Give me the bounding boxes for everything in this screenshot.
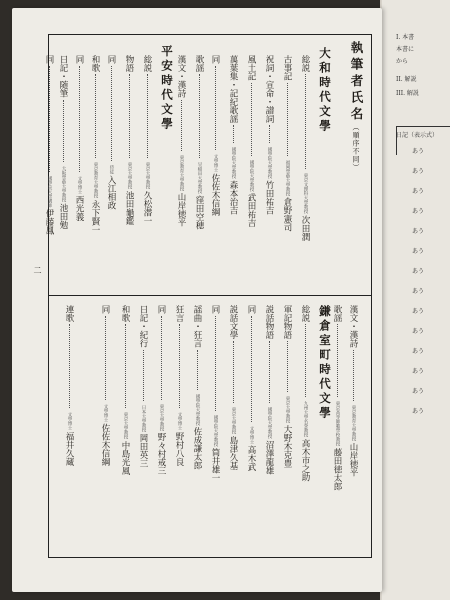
work-title: 古事記 — [282, 55, 292, 81]
author-name: 高木市之助 — [300, 439, 310, 482]
author-name: 池田勉 — [58, 203, 68, 229]
contributor-row — [278, 55, 297, 283]
contributor-row — [40, 55, 59, 283]
contributor-row — [134, 305, 153, 533]
contributor-row — [172, 55, 191, 283]
section-divider — [49, 295, 371, 296]
leader-dots — [49, 66, 50, 172]
leader-dots — [79, 66, 80, 172]
section-title-heian: 平安時代文學 — [160, 45, 174, 132]
leader-dots — [147, 74, 148, 158]
leader-dots — [269, 125, 270, 143]
leader-dots — [269, 341, 270, 403]
facing-index: あう — [412, 288, 425, 295]
affiliation-note: 國學院大學講師 — [47, 175, 52, 207]
work-title: 同 — [246, 305, 256, 314]
affiliation-note: 東京大學教授 — [159, 403, 164, 431]
work-title: 同 — [210, 55, 220, 64]
contributor-row — [296, 305, 315, 533]
affiliation-note: 文學博士 — [77, 175, 82, 194]
author-name: 山岸徳平 — [348, 442, 358, 477]
leader-dots — [287, 341, 288, 392]
work-title: 歌謡 — [194, 55, 204, 72]
leader-dots — [143, 350, 144, 401]
work-title: 和歌 — [90, 55, 100, 72]
author-name: 中島光風 — [120, 441, 130, 475]
affiliation-note: 文學博士 — [213, 153, 218, 172]
contributor-row — [188, 305, 207, 533]
affiliation-note: 國學院大學教授 — [267, 147, 272, 179]
work-title: 同 — [100, 305, 110, 314]
section-title-yamato: 大和時代文學 — [318, 47, 332, 134]
author-name: 藤田徳太郎 — [332, 448, 342, 491]
leader-dots — [111, 66, 112, 161]
contributor-row — [190, 55, 209, 283]
contributor-row — [116, 305, 135, 533]
author-name: 入江相政 — [106, 175, 116, 210]
contributor-row — [120, 55, 139, 283]
leader-dots — [287, 83, 288, 156]
leader-dots — [63, 100, 64, 162]
author-name: 野々村戒三 — [156, 432, 166, 475]
leader-dots — [199, 74, 200, 158]
author-name: 伊藤鳳 — [44, 209, 54, 235]
affiliation-note: 國學院大學教授 — [249, 159, 254, 191]
leader-dots — [233, 125, 234, 143]
author-name: 高木武 — [246, 445, 256, 471]
work-title: 和歌 — [120, 305, 130, 322]
author-name: 沼澤龍雄 — [264, 440, 274, 475]
contributor-row — [242, 55, 261, 283]
work-title: 漢文・漢詩 — [176, 55, 186, 98]
facing-line: III. 解説 — [396, 90, 419, 97]
section-title-kamakura: 鎌倉室町時代文學 — [318, 305, 332, 421]
facing-line: I. 本書 — [396, 34, 415, 41]
work-title: 歌謡 — [332, 305, 342, 322]
affiliation-note: 九州大學名誉教授 — [303, 401, 308, 437]
leader-dots — [95, 74, 96, 158]
affiliation-note: 國學院大學教授 — [231, 147, 236, 179]
leader-dots — [215, 316, 216, 411]
contributor-row — [260, 305, 279, 533]
affiliation-note: 東京教育大學教授 — [93, 162, 98, 198]
author-name: 佐成謙太郎 — [192, 427, 202, 470]
contributor-row — [170, 305, 189, 533]
facing-line: II. 解説 — [396, 76, 417, 83]
work-title: 総説 — [300, 305, 310, 322]
facing-index: あう — [412, 248, 425, 255]
author-name: 野村八良 — [174, 432, 184, 466]
author-name: 西光義 — [74, 195, 84, 221]
page-number: 二 — [33, 266, 42, 274]
author-name: 筒井雄一 — [210, 448, 220, 482]
contributor-row — [278, 305, 297, 533]
facing-line: 本書に — [396, 46, 415, 53]
affiliation-note: 東京大學教授 — [127, 162, 132, 189]
affiliation-note: 東京大學教授 — [123, 412, 128, 439]
facing-index: あう — [412, 168, 425, 175]
author-name: 森本治吉 — [228, 180, 238, 215]
facing-index: あう — [412, 188, 425, 195]
work-title: 軍記物語 — [282, 305, 292, 339]
contributor-row — [296, 55, 315, 283]
facing-index: あう — [412, 208, 425, 215]
affiliation-note: 東京大學教授 — [231, 407, 236, 434]
affiliation-note: 東京高等師範學校教授 — [335, 401, 340, 446]
author-name: 池田龜鑑 — [124, 191, 134, 225]
leader-dots — [251, 83, 252, 156]
facing-line: から — [396, 58, 409, 65]
facing-index: あう — [412, 228, 425, 235]
author-name: 佐佐木信綱 — [100, 423, 110, 466]
author-name: 大野木克豊 — [282, 425, 292, 468]
author-name: 久松潜一 — [142, 191, 152, 225]
affiliation-note: 東京大學教授 — [145, 162, 150, 189]
contributor-row — [260, 55, 279, 283]
affiliation-note: 國學院大學教授 — [267, 407, 272, 439]
affiliation-note: 文學博士 — [249, 425, 254, 444]
facing-index: あう — [412, 368, 425, 375]
affiliation-note: 東京文理科大學教授 — [303, 173, 308, 214]
affiliation-note: 文學博士 — [103, 403, 108, 422]
author-name: 窪田空穂 — [194, 195, 204, 230]
affiliation-note: 大阪學藝大學教授 — [61, 165, 66, 202]
contributor-row — [152, 305, 171, 533]
work-title: 日記・紀行 — [138, 305, 148, 348]
affiliation-note: 日本大學教授 — [141, 404, 146, 432]
contributor-row — [224, 305, 243, 533]
contributor-row — [242, 305, 261, 533]
contributor-row — [60, 305, 79, 533]
leader-dots — [129, 74, 130, 158]
work-title: 総説 — [300, 55, 310, 72]
affiliation-note: 國學院大學教授 — [195, 393, 200, 425]
affiliation-note: 侍従 — [109, 164, 114, 174]
work-title: 同 — [74, 55, 84, 64]
contributor-row — [96, 305, 115, 533]
affiliation-note: 福岡學藝大學教授 — [285, 159, 290, 196]
facing-index: あう — [412, 388, 425, 395]
affiliation-note: 文學博士 — [67, 412, 72, 430]
leader-dots — [197, 350, 198, 390]
contributors-frame — [44, 34, 372, 558]
author-name: 竹田祐吉 — [264, 180, 274, 215]
affiliation-note: 東京大學教授 — [285, 396, 290, 423]
leader-dots — [179, 324, 180, 408]
leader-dots — [69, 324, 70, 408]
facing-index: あう — [412, 268, 425, 275]
affiliation-note: 東京教育大學教授 — [179, 154, 184, 191]
work-title: 謡曲・狂言 — [192, 305, 202, 348]
contributor-row — [138, 55, 157, 283]
affiliation-note: 早稲田大學教授 — [197, 162, 202, 194]
leader-dots — [251, 316, 252, 422]
work-title: 説話文學 — [228, 305, 238, 339]
work-title: 祝詞・宣命・譜詞 — [264, 55, 274, 123]
contributor-row — [206, 305, 225, 533]
work-title: 風土記 — [246, 55, 256, 81]
facing-index: あう — [412, 348, 425, 355]
author-name: 永下賢一 — [90, 200, 100, 234]
facing-index: あう — [412, 148, 425, 155]
work-title: 説話物語 — [264, 305, 274, 339]
author-name: 島津久基 — [228, 436, 238, 470]
author-name: 山岸徳平 — [176, 192, 186, 227]
leader-dots — [305, 324, 306, 397]
work-title: 総説 — [142, 55, 152, 72]
author-name: 岡田英三 — [138, 433, 148, 468]
contributor-row — [328, 305, 347, 533]
facing-box-label: 日記（表示式） — [396, 132, 439, 139]
work-title: 物語 — [124, 55, 134, 72]
leader-dots — [215, 66, 216, 150]
page-title: 執筆者氏名（順序不同） — [349, 41, 364, 172]
work-title: 萬葉集・記紀歌謡 — [228, 55, 238, 123]
affiliation-note: 文學博士 — [177, 412, 182, 430]
leader-dots — [305, 74, 306, 169]
work-title: 同 — [210, 305, 220, 314]
leader-dots — [233, 341, 234, 403]
affiliation-note: 東京教育大學教授 — [351, 404, 356, 441]
affiliation-note: 國學院大學教授 — [213, 414, 218, 446]
work-title: 日記・随筆 — [58, 55, 68, 98]
facing-index: あう — [412, 328, 425, 335]
leader-dots — [105, 316, 106, 400]
author-name: 次田潤 — [300, 215, 310, 241]
author-name: 福井久蔵 — [64, 432, 74, 466]
leader-dots — [337, 324, 338, 397]
facing-index: あう — [412, 408, 425, 415]
author-name: 倉野憲司 — [282, 197, 292, 232]
leader-dots — [353, 350, 354, 401]
document-page — [12, 8, 382, 592]
work-title: 同 — [106, 55, 116, 64]
author-name: 武田祐吉 — [246, 193, 256, 227]
work-title: 漢文・漢詩 — [348, 305, 358, 348]
work-title: 同 — [44, 55, 54, 64]
facing-box — [396, 126, 450, 155]
work-title: 連歌 — [64, 305, 74, 322]
author-name: 佐佐木信綱 — [210, 173, 220, 216]
leader-dots — [125, 324, 126, 408]
facing-page — [382, 0, 450, 600]
work-title: 同 — [156, 305, 166, 314]
contributor-row — [224, 55, 243, 283]
facing-index: あう — [412, 308, 425, 315]
leader-dots — [181, 100, 182, 151]
work-title: 狂言 — [174, 305, 184, 322]
leader-dots — [161, 316, 162, 400]
